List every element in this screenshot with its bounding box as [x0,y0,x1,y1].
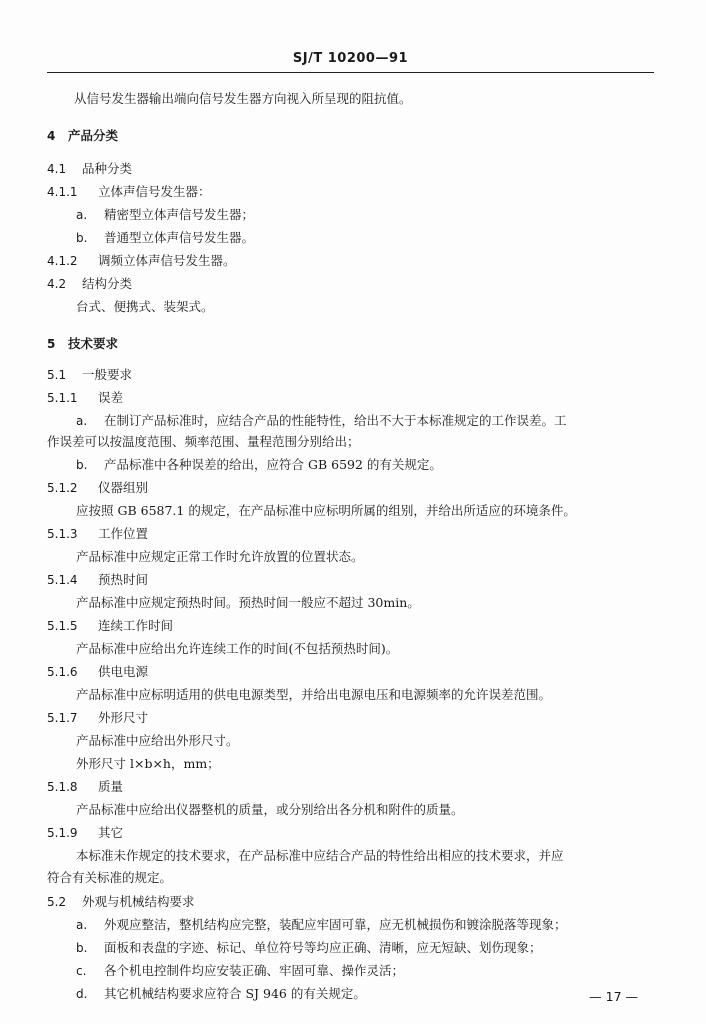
list-item: 精密型立体声信号发生器； [104,207,255,222]
section-title: 一般要求 [82,367,133,382]
paragraph: 产品标准中应给出仪器整机的质量，或分别给出各分机和附件的质量。 [76,802,464,817]
paragraph-continuation: 符合有关标准的规定。 [47,870,173,885]
section-title: 立体声信号发生器： [98,184,211,199]
section-number: 5.1.9 [47,826,78,840]
section-number: 5.1.7 [47,711,78,725]
list-marker: a. [76,918,88,932]
section-title: 工作位置 [98,526,149,541]
section-title: 结构分类 [82,276,133,291]
list-item: 外观应整洁，整机结构应完整，装配应牢固可靠，应无机械损伤和镀涂脱落等现象； [104,917,567,932]
section-number: 5.1.3 [47,527,78,541]
list-item: 普通型立体声信号发生器。 [104,230,255,245]
section-number: 5.1.4 [47,573,78,587]
section-title: 连续工作时间 [98,618,174,633]
paragraph: 台式、便携式、装架式。 [76,299,214,314]
list-marker: c. [76,964,87,978]
section-number: 5 [47,337,56,351]
formula-line: 外形尺寸 l×b×h，mm； [76,756,220,771]
section-title: 品种分类 [82,161,133,176]
list-marker: b. [76,458,88,472]
section-title: 预热时间 [98,572,149,587]
list-item: 面板和表盘的字迹、标记、单位符号等均应正确、清晰，应无短缺、划伤现象； [104,940,542,955]
paragraph: 产品标准中应给出外形尺寸。 [76,733,239,748]
list-item-continuation: 作误差可以按温度范围、频率范围、量程范围分别给出； [47,434,360,449]
paragraph: 产品标准中应给出允许连续工作的时间(不包括预热时间)。 [76,641,399,656]
section-title: 产品分类 [68,128,119,143]
list-item: 其它机械结构要求应符合 SJ 946 的有关规定。 [104,986,366,1001]
list-marker: a. [76,208,88,222]
section-title: 其它 [98,825,124,840]
paragraph: 应按照 GB 6587.1 的规定，在产品标准中应标明所属的组别，并给出所适应的环境条件。 [76,503,576,518]
list-marker: d. [76,987,88,1001]
section-title: 质量 [98,779,124,794]
paragraph: 产品标准中应规定预热时间。预热时间一般应不超过 30min。 [76,595,420,610]
section-title: 外形尺寸 [98,710,149,725]
list-marker: b. [76,231,88,245]
intro-text: 从信号发生器输出端向信号发生器方向视入所呈现的阻抗值。 [74,91,412,106]
list-item: 产品标准中各种误差的给出，应符合 GB 6592 的有关规定。 [104,457,442,472]
paragraph: 本标准未作规定的技术要求，在产品标准中应结合产品的特性给出相应的技术要求，并应 [76,848,564,863]
section-title: 技术要求 [68,336,119,351]
section-number: 5.1.5 [47,619,78,633]
section-title: 供电电源 [98,664,149,679]
paragraph: 产品标准中应规定正常工作时允许放置的位置状态。 [76,549,364,564]
page-header: SJ/T 10200—91 [47,48,654,73]
section-number: 5.1.8 [47,780,78,794]
list-marker: a. [76,414,88,428]
section-number: 5.1 [47,368,67,382]
section-title: 仪器组别 [98,480,149,495]
section-number: 4.1.2 [47,254,78,268]
section-title: 误差 [98,390,124,405]
section-title: 调频立体声信号发生器。 [98,253,236,268]
section-number: 4.1 [47,162,67,176]
section-number: 5.1.6 [47,665,78,679]
list-marker: b. [76,941,88,955]
section-number: 5.1.2 [47,481,78,495]
section-number: 4.2 [47,277,67,291]
list-item: 各个机电控制件均应安装正确、牢固可靠、操作灵活； [104,963,405,978]
page-number: — 17 — [589,989,638,1004]
section-number: 5.1.1 [47,391,78,405]
paragraph: 产品标准中应标明适用的供电电源类型，并给出电源电压和电源频率的允许误差范围。 [76,687,552,702]
section-title: 外观与机械结构要求 [82,894,195,909]
section-number: 5.2 [47,895,67,909]
list-item: 在制订产品标准时，应结合产品的性能特性，给出不大于本标准规定的工作误差。工 [104,413,567,428]
section-number: 4 [47,129,56,143]
section-number: 4.1.1 [47,185,78,199]
